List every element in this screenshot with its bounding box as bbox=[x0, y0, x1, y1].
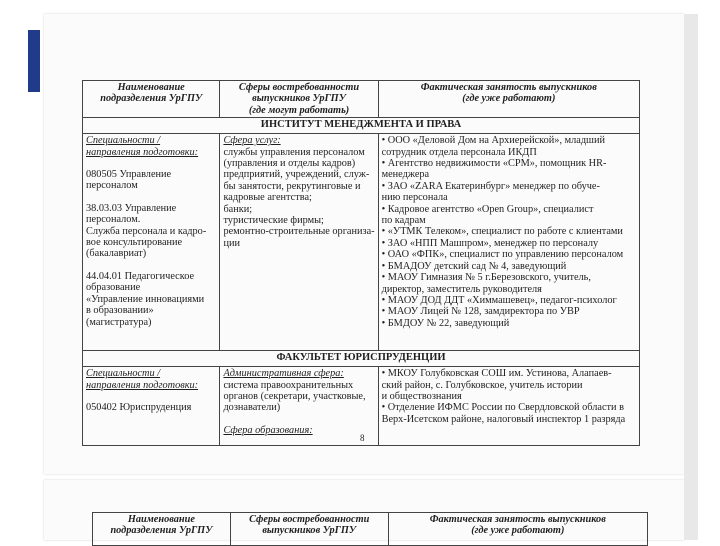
employment-line: и обществознания bbox=[381, 391, 462, 403]
header-unit-line: Наименование bbox=[127, 514, 195, 525]
employment-cell bbox=[378, 134, 639, 351]
demand-line: органов (секретари, участковые, bbox=[223, 391, 366, 403]
demand-line: (управления и отделы кадров) bbox=[223, 158, 356, 170]
employment-line: • Кадровое агентство «Open Group», специалист bbox=[381, 203, 594, 215]
employment-line: • ЗАО «ZARA Екатеринбург» менеджер по обуче- bbox=[381, 180, 600, 192]
scan-edge bbox=[684, 14, 698, 540]
page-number: 8 bbox=[360, 433, 365, 443]
employment-line: Верх-Исетском районе, налоговый инспектор 1 разряда bbox=[381, 413, 626, 425]
header-employment bbox=[378, 81, 639, 118]
header-unit-line: подразделения УрГПУ bbox=[100, 93, 203, 105]
next-table-header-row bbox=[93, 513, 648, 546]
demand-line: ремонтно-строительные организа- bbox=[223, 226, 375, 238]
section-row bbox=[83, 118, 640, 134]
specialty-line: в образовании» bbox=[86, 305, 154, 317]
header-employment-line: (где уже работают) bbox=[462, 93, 556, 105]
header-demand-line: выпускников УрГПУ bbox=[252, 93, 346, 105]
demand-line: туристические фирмы; bbox=[223, 215, 324, 227]
table-header-row bbox=[83, 81, 640, 118]
demand-line: кадровые агентства; bbox=[223, 192, 312, 204]
employment-line: • Агентство недвижимости «СРМ», помощник HR- bbox=[381, 158, 607, 170]
employment-line: • МАОУ ДОД ДДТ «Химмашевец», педагог-психолог bbox=[381, 294, 617, 306]
demand-line: предприятий, учреждений, служ- bbox=[223, 169, 370, 181]
header-demand bbox=[230, 513, 388, 546]
employment-line: директор, заместитель руководителя bbox=[381, 283, 542, 295]
specialty-line: вое консультирование bbox=[86, 237, 183, 249]
demand-heading: Административная сфера: bbox=[223, 368, 344, 380]
header-unit-line: Наименование bbox=[117, 82, 185, 93]
demand-line: ции bbox=[223, 237, 240, 249]
section-row bbox=[83, 351, 640, 367]
section-title-institute: ИНСТИТУТ МЕНЕДЖМЕНТА И ПРАВА bbox=[83, 118, 640, 134]
header-demand-line: Сферы востребованности bbox=[238, 82, 360, 93]
employment-line: ский район, с. Голубковское, учитель истории bbox=[381, 379, 583, 391]
employment-line: • МАОУ Гимназия № 5 г.Березовского, учитель, bbox=[381, 272, 591, 284]
header-employment-line: Фактическая занятость выпускников bbox=[420, 82, 597, 93]
employment-line: • МКОУ Голубковская СОШ им. Устинова, Алапаев- bbox=[381, 368, 612, 380]
demand-cell bbox=[220, 367, 378, 446]
employment-line: • БМАДОУ детский сад № 4, заведующий bbox=[381, 260, 567, 272]
specialty-line: 080505 Управление bbox=[86, 169, 172, 181]
demand-line: система правоохранительных bbox=[223, 379, 354, 391]
header-demand-line: (где могут работать) bbox=[248, 104, 350, 116]
header-demand bbox=[220, 81, 378, 118]
employment-line: • ООО «Деловой Дом на Архиерейской», младший bbox=[381, 135, 606, 147]
demand-cell bbox=[220, 134, 378, 351]
header-unit bbox=[83, 81, 220, 118]
specialties-heading: направления подготовки: bbox=[86, 379, 199, 391]
header-employment bbox=[388, 513, 647, 546]
employment-line: по кадрам bbox=[381, 215, 426, 227]
specialty-line: 44.04.01 Педагогическое bbox=[86, 270, 195, 282]
specialties-cell bbox=[83, 367, 220, 446]
demand-heading: Сфера услуг: bbox=[223, 135, 281, 147]
employment-line: • БМДОУ № 22, заведующий bbox=[381, 317, 510, 329]
specialties-cell bbox=[83, 134, 220, 351]
employment-cell bbox=[378, 367, 639, 446]
employment-line: нию персонала bbox=[381, 192, 448, 204]
specialty-line: (бакалавриат) bbox=[86, 248, 147, 260]
specialty-line: 38.03.03 Управление bbox=[86, 202, 177, 214]
employment-line: • Отделение ИФМС России по Свердловской области в bbox=[381, 402, 624, 414]
specialties-heading: направления подготовки: bbox=[86, 146, 199, 158]
employment-line: • «УТМК Телеком», специалист по работе с клиентами bbox=[381, 226, 623, 238]
employment-line: менеджера bbox=[381, 169, 430, 181]
specialty-line: (магистратура) bbox=[86, 316, 152, 328]
header-employment-line: Фактическая занятость выпускников bbox=[429, 514, 606, 525]
header-demand-line: Сферы востребованности bbox=[249, 514, 370, 525]
header-unit bbox=[93, 513, 231, 546]
specialties-heading: Специальности / bbox=[86, 368, 161, 380]
specialty-line: Служба персонала и кадро- bbox=[86, 225, 207, 237]
employment-line: • ОАО «ФПК», специалист по управлению персоналом bbox=[381, 249, 624, 261]
header-employment-line: (где уже работают) bbox=[471, 525, 565, 537]
employment-line: • ЗАО «НПП Машпром», менеджер по персоналу bbox=[381, 237, 599, 249]
header-unit-line: подразделения УрГПУ bbox=[110, 525, 213, 537]
header-demand-line: выпускников УрГПУ bbox=[262, 525, 357, 537]
employment-line: сотрудник отдела персонала ИКДП bbox=[381, 146, 537, 158]
demand-heading: Сфера образования: bbox=[223, 424, 313, 436]
specialty-line: 050402 Юриспруденция bbox=[86, 402, 192, 414]
table-row bbox=[83, 134, 640, 351]
demand-line: бы занятости, рекрутинговые и bbox=[223, 180, 361, 192]
section-title-law: ФАКУЛЬТЕТ ЮРИСПРУДЕНЦИИ bbox=[83, 351, 640, 367]
specialty-line: «Управление инновациями bbox=[86, 293, 205, 305]
demand-line: службы управления персоналом bbox=[223, 146, 365, 158]
specialty-line: образование bbox=[86, 282, 141, 294]
next-page-table bbox=[92, 512, 648, 546]
employment-line: • МАОУ Лицей № 128, замдиректора по УВР bbox=[381, 306, 580, 318]
employment-table bbox=[82, 80, 640, 446]
demand-line: банки; bbox=[223, 203, 253, 215]
demand-line: дознаватели) bbox=[223, 402, 281, 414]
specialty-line: персоналом bbox=[86, 180, 138, 192]
slide-accent-bar bbox=[28, 30, 40, 92]
specialty-line: персоналом. bbox=[86, 214, 141, 226]
specialties-heading: Специальности / bbox=[86, 135, 161, 147]
